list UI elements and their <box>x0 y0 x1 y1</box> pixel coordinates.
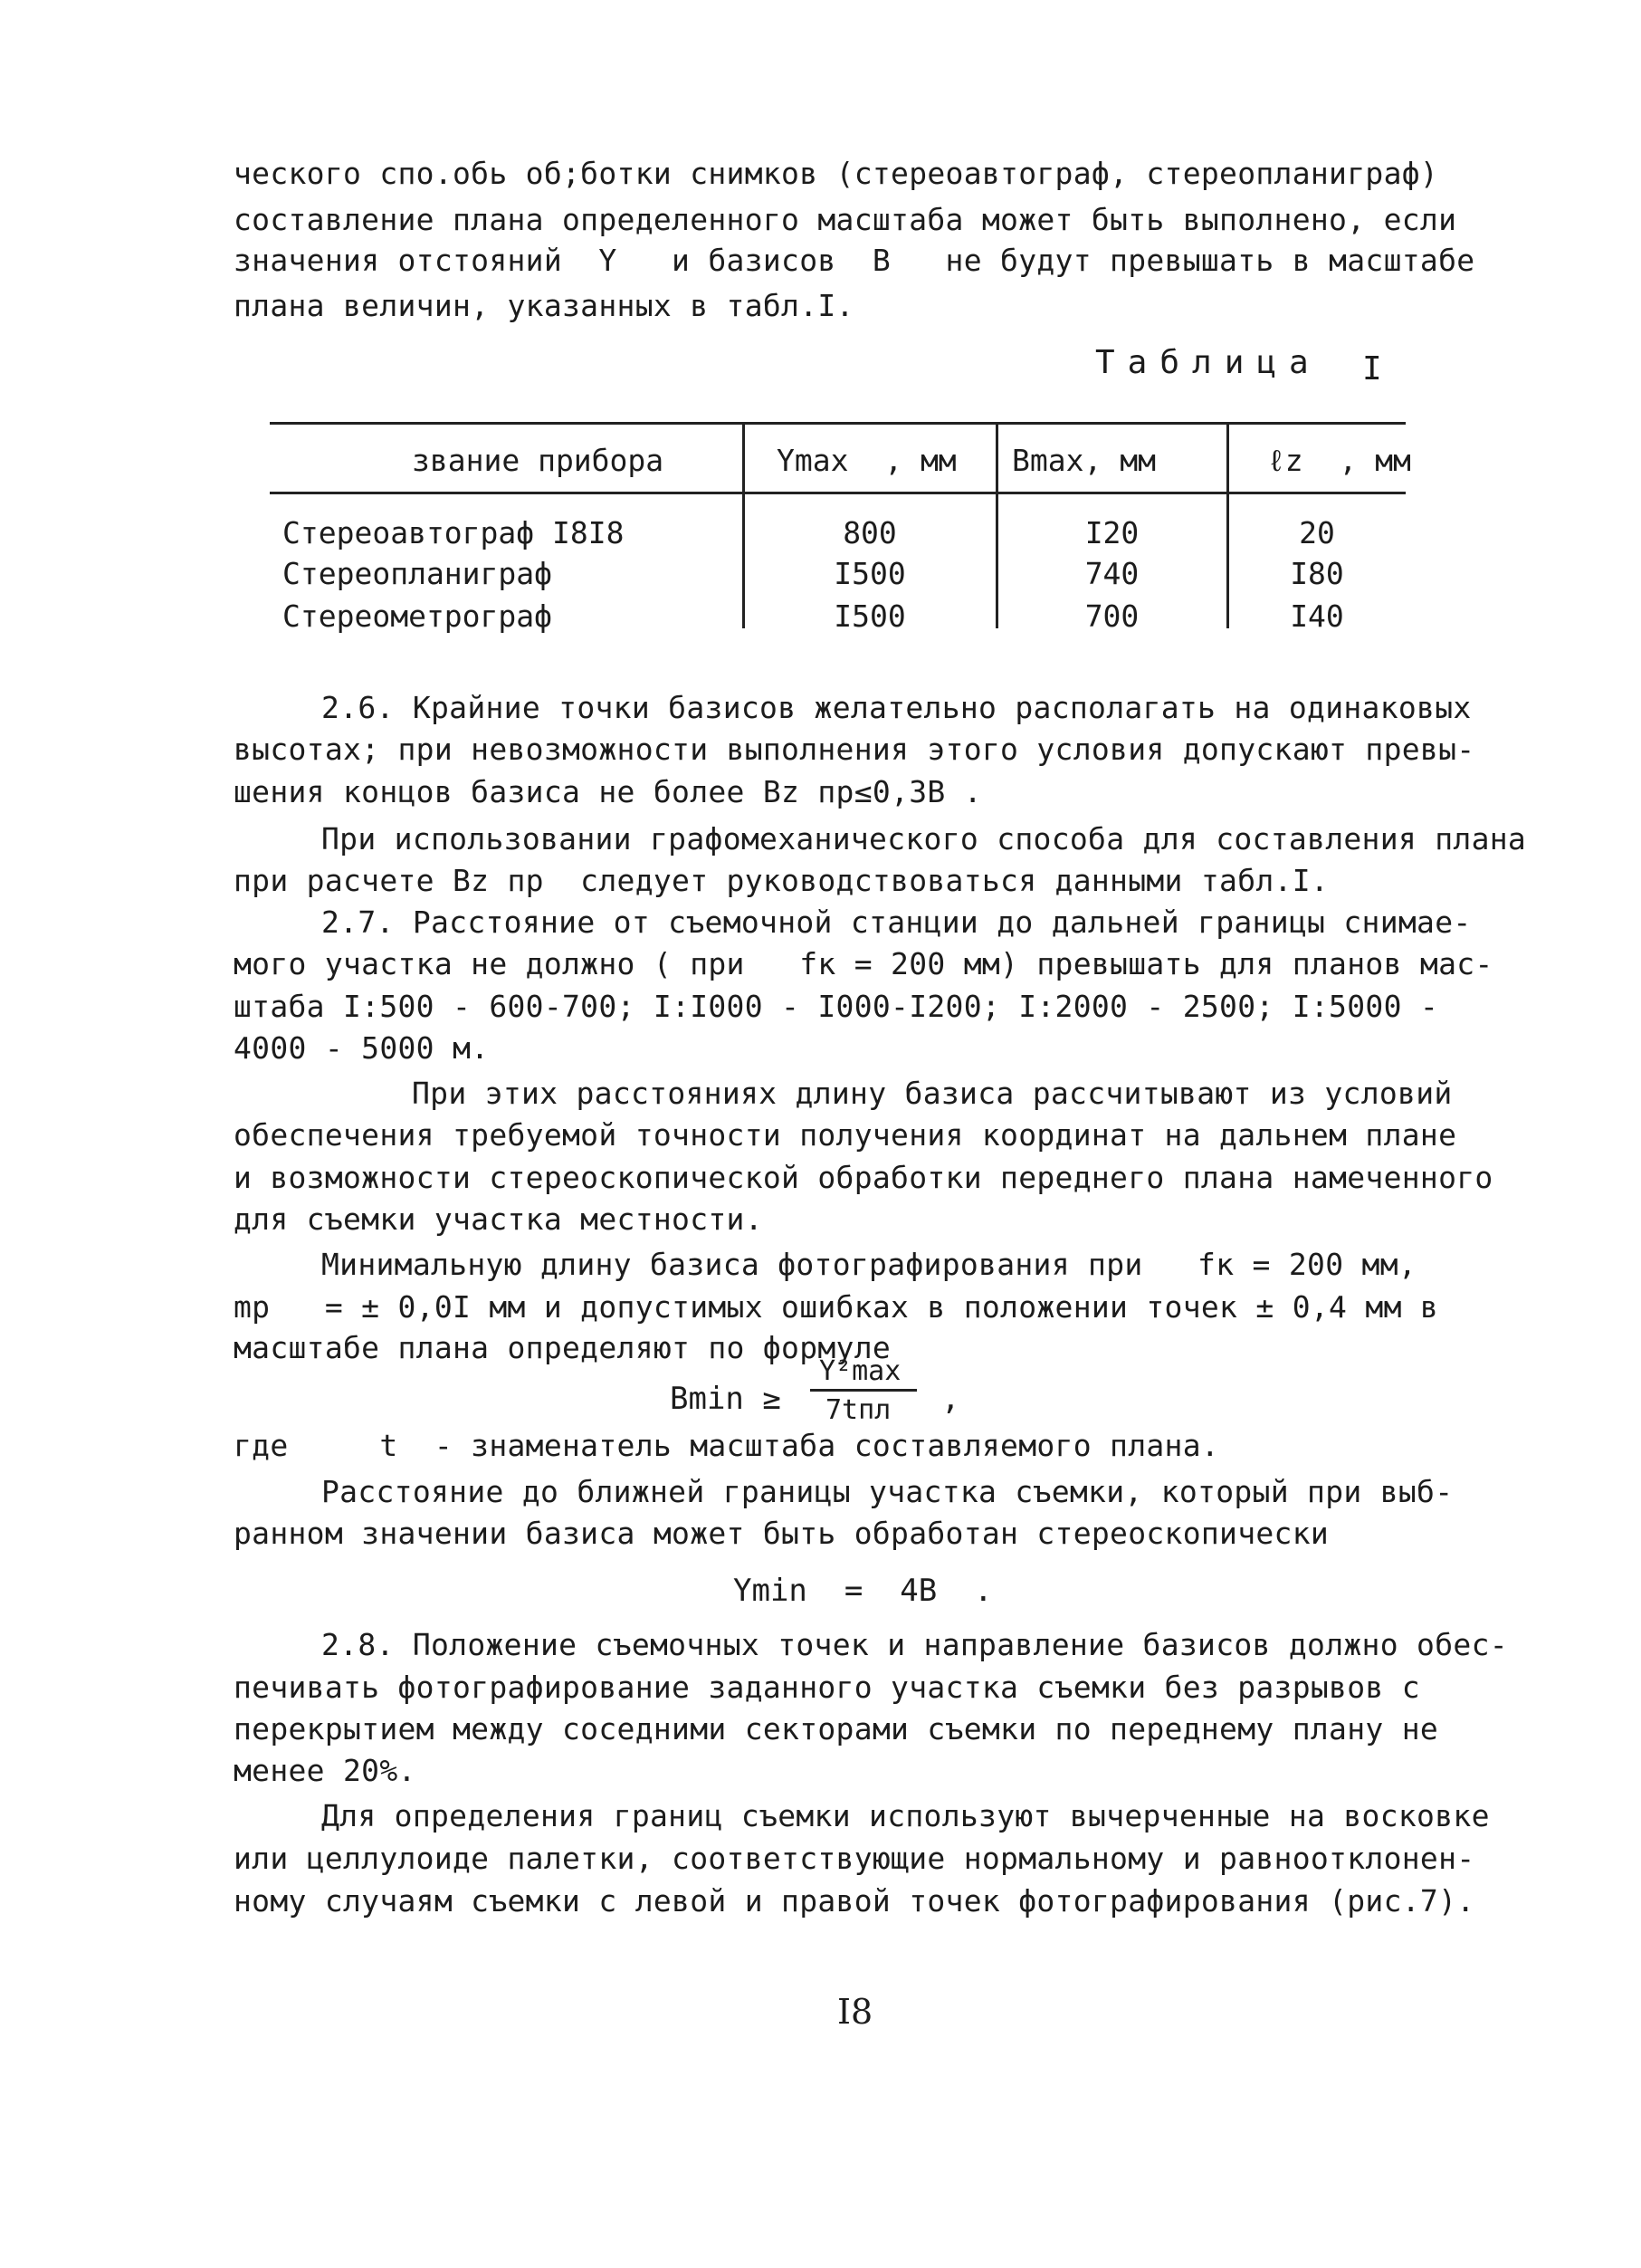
formula-bmin-tail: , <box>941 1381 960 1417</box>
table-caption: Таблица <box>1095 344 1321 381</box>
table-cell-device: Стереометрограф <box>282 598 553 634</box>
table-cell-bmax: 700 <box>1084 598 1140 634</box>
p27b-line-2: обеспечения требуемой точности получения координат на дальнем плане <box>234 1117 1457 1153</box>
p27-line-1: 2.7. Расстояние от съемочной станции до дальней границы снимае- <box>321 904 1472 940</box>
p26b-line-1: При использовании графомеханического способа для составления плана <box>321 821 1527 856</box>
p28-line-1: 2.8. Положение съемочных точек и направление базисов должно обес- <box>321 1627 1508 1662</box>
formula-ymin: Ymin = 4B . <box>733 1573 993 1609</box>
p27c-line-2: mp = ± 0,0I мм и допустимых ошибках в положении точек ± 0,4 мм в <box>234 1289 1439 1325</box>
table-cell-lz: I80 <box>1290 556 1344 591</box>
formula-bmin-numerator: Y²max <box>819 1355 902 1387</box>
p28-line-2: печивать фотографирование заданного участка съемки без разрывов с <box>234 1670 1420 1705</box>
intro-line-3: значения отстояний Y и базисов B не будут превышать в масштабе <box>234 243 1475 278</box>
table-cell-device: Стереоавтограф I8I8 <box>282 515 625 550</box>
table-cell-device: Стереопланиграф <box>282 556 553 591</box>
p27d-line-2: ранном значении базиса может быть обработан стереоскопически <box>234 1516 1330 1551</box>
p26b-line-2: при расчете Bz пр следует руководствоваться данными табл.I. <box>234 863 1330 898</box>
p28b-line-3: ному случаям съемки с левой и правой точек фотографирования (рис.7). <box>234 1883 1475 1919</box>
table-number: I <box>1362 350 1395 388</box>
p26-line-3: шения концов базиса не более Bz пр≤0,3B . <box>234 774 982 809</box>
table-cell-ymax: I500 <box>834 556 906 591</box>
p26-line-1: 2.6. Крайние точки базисов желательно располагать на одинаковых <box>321 690 1472 725</box>
p27-line-3: штаба I:500 - 600-700; I:I000 - I000-I200; I:2000 - 2500; I:5000 - <box>234 989 1439 1024</box>
p28-line-4: менее 20%. <box>234 1753 416 1788</box>
table-cell-ymax: I500 <box>834 598 906 634</box>
p27c-line-3: масштабе плана определяют по формуле <box>234 1330 892 1365</box>
p27-line-2: мого участка не должно ( при fк = 200 мм) превышать для планов мас- <box>234 946 1493 981</box>
p28-line-3: перекрытием между соседними секторами съемки по переднему плану не <box>234 1711 1439 1746</box>
formula-bmin-denominator: 7tпл <box>825 1394 892 1426</box>
table-cell-ymax: 800 <box>843 515 897 550</box>
table-cell-bmax: I20 <box>1084 515 1140 550</box>
table-cell-lz: I40 <box>1290 598 1344 634</box>
formula-bmin-fraction-bar <box>810 1389 917 1392</box>
table-header-ymax: Ymax , мм <box>777 443 957 478</box>
table-cell-bmax: 740 <box>1084 556 1140 591</box>
p28b-line-1: Для определения границ съемки используют вычерченные на восковке <box>321 1798 1490 1833</box>
p27d-line-1: Расстояние до ближней границы участка съемки, который при выб- <box>321 1474 1454 1509</box>
intro-line-1: ческого спо.обь об;ботки снимков (стереоавтограф, стереопланиграф) <box>234 156 1439 191</box>
p28b-line-2: или целлулоиде палетки, соответствующие нормальному и равноотклонен- <box>234 1841 1475 1876</box>
table-header-device: звание прибора <box>412 443 664 478</box>
p27b-line-4: для съемки участка местности. <box>234 1201 763 1237</box>
intro-line-4: плана величин, указанных в табл.I. <box>234 288 854 323</box>
p27b-line-3: и возможности стереоскопической обработки переднего плана намеченного <box>234 1160 1493 1195</box>
table-header-rule <box>270 492 1406 494</box>
page-number: I8 <box>837 1992 873 2032</box>
table-header-bmax: Bmax, мм <box>1012 443 1156 478</box>
table-header-lz: ℓz , мм <box>1267 443 1411 478</box>
table-cell-lz: 20 <box>1299 515 1335 550</box>
p27c-line-1: Минимальную длину базиса фотографирования при fк = 200 мм, <box>321 1247 1417 1282</box>
table-top-rule <box>270 422 1406 425</box>
where-line: где t - знаменатель масштаба составляемого плана. <box>234 1428 1220 1463</box>
formula-bmin-lhs: Bmin ≥ <box>670 1381 781 1417</box>
p27-line-4: 4000 - 5000 м. <box>234 1030 490 1066</box>
intro-line-2: составление плана определенного масштаба может быть выполнено, если <box>234 202 1457 237</box>
p26-line-2: высотах; при невозможности выполнения этого условия допускают превы- <box>234 732 1475 767</box>
p27b-line-1: При этих расстояниях длину базиса рассчитывают из условий <box>412 1076 1453 1111</box>
